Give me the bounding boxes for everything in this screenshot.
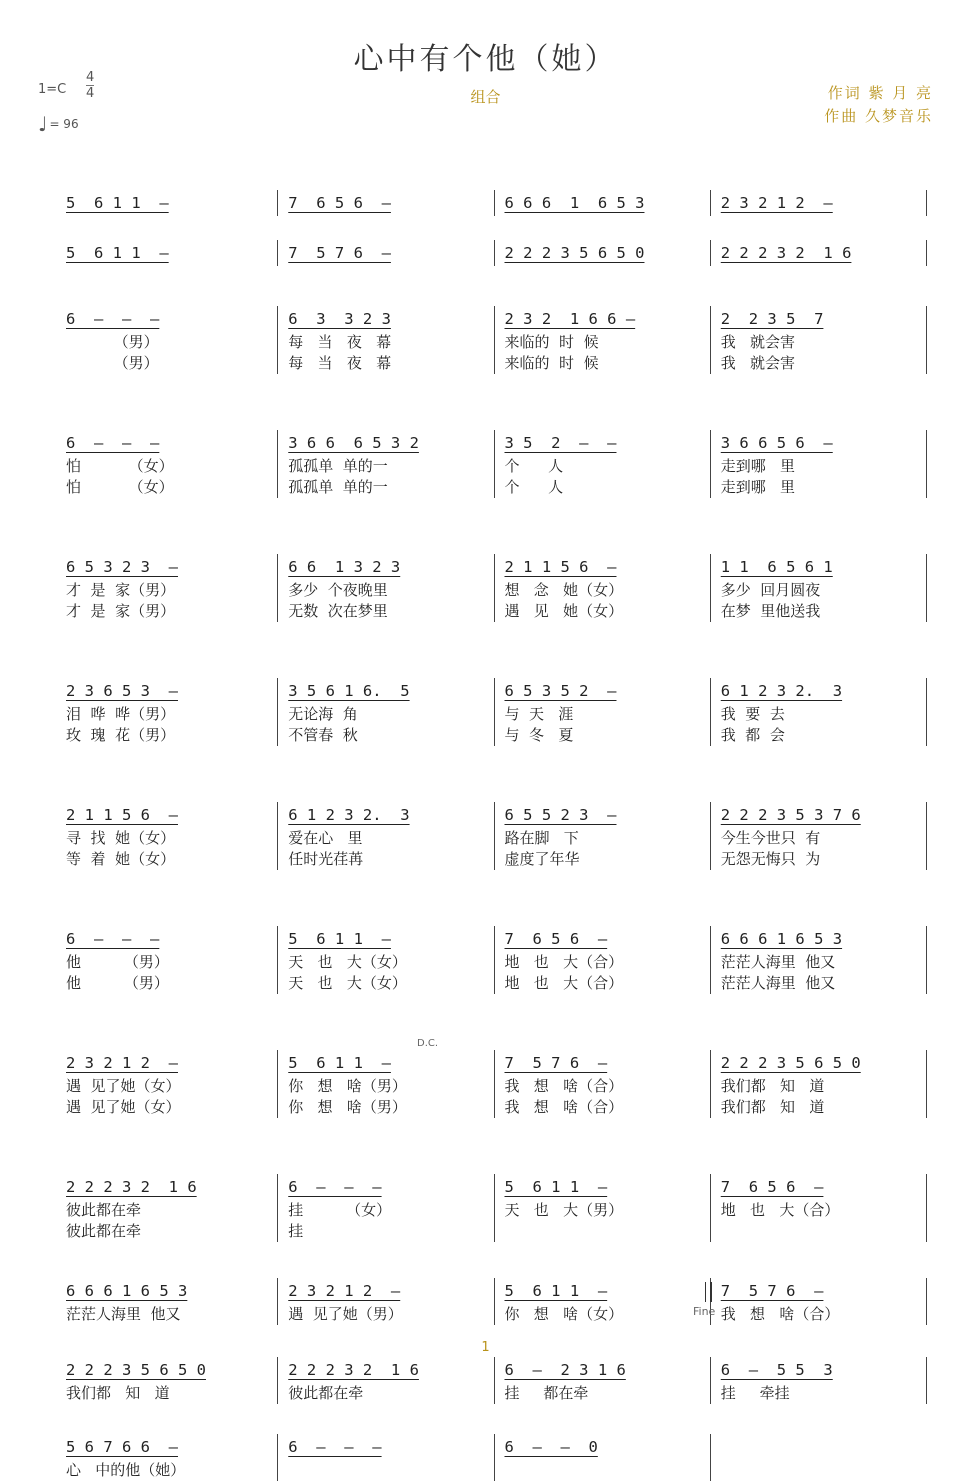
notation: 2 2 2 3 5 6 5 0 [504,244,645,262]
notation: 2 1 1 5 6 – [504,558,617,576]
score-system [62,1434,927,1481]
measure [278,240,494,266]
lyric-line: 彼此都在牵 [66,1201,142,1219]
lyric-line: 挂 [288,1222,304,1240]
lyric-line: 孤孤单 单的一 [288,478,388,496]
measure-row [62,240,927,266]
dc-marker: D.C. [417,1038,439,1049]
page-number: 1 [481,1340,490,1355]
measure [278,1278,494,1325]
notation [721,1434,927,1460]
lyric-line: 来临的 时 候 [504,333,599,351]
lyric-line: 孤孤单 单的一 [288,457,388,475]
measure [278,802,494,870]
lyric-line: 天 也 大（男） [504,1201,624,1219]
measure [278,190,494,216]
lyric-line: 怕 （女） [66,457,174,475]
measure [62,678,278,746]
lyric-line: 遇 见了她（女） [66,1077,181,1095]
notation: 6 1 2 3 2. 3 [720,682,843,700]
quarter-note-icon: ♩ [38,112,48,136]
lyric-line: 多少 回月圆夜 [720,581,821,599]
measure [495,1357,711,1404]
notation: 3 5 2 – – [504,434,617,452]
lyric-line: 地 也 大（合） [504,953,624,971]
measure [711,1050,927,1118]
measure [495,802,711,870]
lyric-line: 与 天 涯 [504,705,574,723]
lyric-line: 茫茫人海里 他又 [720,953,836,971]
score-system [62,926,927,994]
score-system [62,1050,927,1118]
measure-row [62,926,927,994]
measure-row [62,1174,927,1242]
measure-row [62,1050,927,1118]
notation: 6 5 3 2 3 – [66,558,178,576]
lyric-line: 茫茫人海里 他又 [66,1305,181,1323]
lyric-line: （男） [66,333,159,351]
lyric-line: 等 着 她（女） [66,850,176,868]
measure [62,190,278,216]
notation: 6 – 2 3 1 6 [504,1361,626,1379]
measure [711,678,927,746]
notation: 5 6 1 1 – [66,244,169,262]
key-signature: 1=C [38,82,67,97]
lyric-line: 彼此都在牵 [288,1384,364,1402]
notation: 2 3 2 1 2 – [66,1054,178,1072]
score-system [62,1174,927,1242]
measure [278,1050,494,1118]
lyric-line: 心 中的他（她） [66,1461,186,1479]
notation: 6 – 5 5 3 [720,1361,833,1379]
lyric-line: 我 想 啥（合） [504,1098,624,1116]
notation: 5 6 1 1 – [504,1282,608,1300]
notation: 5 6 1 1 – [504,1178,608,1196]
lyric-line: 玫 瑰 花（男） [66,726,176,744]
notation: 3 6 6 5 6 – [720,434,833,452]
lyric-line: 地 也 大（合） [504,974,624,992]
lyric-line: 每 当 夜 幕 [288,354,392,372]
lyric-line: 他 （男） [66,953,169,971]
score-system [62,190,927,216]
notation: 2 1 1 5 6 – [66,806,178,824]
notation: 2 2 2 3 2 1 6 [288,1361,419,1379]
lyric-line: 走到哪 里 [720,457,796,475]
measure [62,1434,278,1481]
lyric-line: 每 当 夜 幕 [288,333,392,351]
lyric-line: 挂 （女） [288,1201,392,1219]
measure [711,1434,927,1481]
notation: 6 6 1 3 2 3 [288,558,401,576]
score-system [62,678,927,746]
lyric-line: 天 也 大（女） [288,953,407,971]
credits [824,82,933,128]
lyric-line: 地 也 大（合） [720,1201,840,1219]
lyric-line: 路在脚 下 [504,829,579,847]
notation: 6 – – – [288,1438,382,1456]
lyric-line: 我 想 啥（合） [504,1077,624,1095]
lyric-line: 挂 牵挂 [720,1384,790,1402]
measure [62,1278,278,1325]
notation: 7 5 7 6 – [720,1282,824,1300]
notation: 7 5 7 6 – [504,1054,608,1072]
lyric-line: 走到哪 里 [720,478,796,496]
lyric-line: 今生今世只 有 [720,829,821,847]
score-system [62,1278,927,1325]
notation: 3 6 6 6 5 3 2 [288,434,419,452]
measure-row [62,430,927,498]
performer: 组合 [470,88,501,106]
measure [495,1050,711,1118]
lyric-line: 天 也 大（女） [288,974,407,992]
notation: 3 5 6 1 6. 5 [288,682,410,700]
lyric-line: 个 人 [504,457,564,475]
measure [278,430,494,498]
measure [62,926,278,994]
lyric-line: 遇 见了她（女） [66,1098,181,1116]
measure [62,554,278,622]
lyric-line: 我 要 去 [720,705,785,723]
score-system [62,1357,927,1404]
lyric-line: 你 想 啥（男） [288,1098,407,1116]
measure [495,1434,711,1481]
score-system [62,554,927,622]
song-title: 心中有个他（她） [353,42,618,77]
notation: 1 1 6 5 6 1 [720,558,833,576]
notation: 2 2 2 3 2 1 6 [66,1178,197,1196]
measure [62,430,278,498]
lyric-line: 在梦 里他送我 [720,602,821,620]
time-top: 4 [86,70,95,85]
measure [495,1278,711,1325]
lyric-line: 泪 哗 哗（男） [66,705,176,723]
notation: 2 2 2 3 5 3 7 6 [720,806,861,824]
lyric-line: 我 就会害 [720,354,796,372]
notation: 5 6 1 1 – [66,194,169,212]
notation: 2 3 2 1 2 – [720,194,833,212]
lyric-line: 怕 （女） [66,478,174,496]
lyric-line: 才 是 家（男） [66,581,176,599]
notation: 5 6 1 1 – [288,1054,391,1072]
score-system [62,306,927,374]
lyric-line: 无数 次在梦里 [288,602,388,620]
notation: 6 – – 0 [504,1438,598,1456]
lyric-line: 我 都 会 [720,726,785,744]
lyric-line: 你 想 啥（女） [504,1305,624,1323]
lyric-line: 我 就会害 [720,333,796,351]
measure [711,554,927,622]
notation: 2 3 2 1 2 – [288,1282,401,1300]
time-signature [86,70,94,101]
lyric-line: 彼此都在牵 [66,1222,142,1240]
lyric-line: 茫茫人海里 他又 [720,974,836,992]
fine-marker: Fine [693,1305,716,1318]
notation: 7 6 5 6 – [288,194,391,212]
lyric-line: 寻 找 她（女） [66,829,176,847]
lyric-line: 我们都 知 道 [720,1098,825,1116]
lyricist: 作词 紫 月 亮 [827,84,933,102]
measure [711,802,927,870]
measure [278,1174,494,1242]
lyric-line: 挂 都在牵 [504,1384,589,1402]
lyric-line: （男） [66,354,159,372]
lyric-line: 虚度了年华 [504,850,580,868]
measure [711,430,927,498]
measure [711,1278,927,1325]
measure [495,190,711,216]
lyric-line: 与 冬 夏 [504,726,574,744]
measure-row [62,1357,927,1404]
score-system [62,240,927,266]
measure [278,678,494,746]
measure [711,306,927,374]
lyric-line: 他 （男） [66,974,169,992]
measure-row [62,306,927,374]
measure [495,430,711,498]
lyric-line: 爱在心 里 [288,829,363,847]
measure-row [62,678,927,746]
measure [278,1434,494,1481]
notation: 2 2 2 3 5 6 5 0 [66,1361,206,1379]
measure [711,1357,927,1404]
notation: 6 6 6 1 6 5 3 [720,930,843,948]
measure [495,240,711,266]
notation: 6 – – – [66,434,160,452]
notation: 6 1 2 3 2. 3 [288,806,410,824]
notation: 7 6 5 6 – [720,1178,824,1196]
lyric-line: 我们都 知 道 [66,1384,170,1402]
lyric-line: 想 念 她（女） [504,581,624,599]
notation: 2 3 6 5 3 – [66,682,178,700]
measure-row [62,1434,927,1481]
lyric-line: 无怨无悔只 为 [720,850,821,868]
measure-row [62,190,927,216]
measure-row [62,1278,927,1325]
lyric-line: 不管春 秋 [288,726,358,744]
lyric-line: 我们都 知 道 [720,1077,825,1095]
measure-row [62,554,927,622]
notation: 6 – – – [66,310,160,328]
score [62,150,927,1481]
score-system [62,430,927,498]
measure [278,926,494,994]
notation: 5 6 7 6 6 – [66,1438,178,1456]
score-system [62,802,927,870]
notation: 6 – – – [288,1178,382,1196]
measure [278,306,494,374]
notation: 6 5 5 2 3 – [504,806,617,824]
lyric-line: 无论海 角 [288,705,358,723]
notation: 6 3 3 2 3 [288,310,391,328]
measure [711,926,927,994]
lyric-line: 我 想 啥（合） [720,1305,840,1323]
notation: 7 6 5 6 – [504,930,608,948]
notation: 6 6 6 1 6 5 3 [66,1282,188,1300]
lyric-line: 遇 见 她（女） [504,602,624,620]
measure [711,190,927,216]
notation: 7 5 7 6 – [288,244,391,262]
measure [278,1357,494,1404]
notation: 6 6 6 1 6 5 3 [504,194,645,212]
tempo-marking [38,112,79,136]
measure [711,1174,927,1242]
notation: 2 2 2 3 2 1 6 [720,244,852,262]
notation: 2 2 2 3 5 6 5 0 [720,1054,861,1072]
measure [495,306,711,374]
notation: 2 2 3 5 7 [720,310,824,328]
lyric-line: 来临的 时 候 [504,354,599,372]
measure [62,240,278,266]
notation: 6 5 3 5 2 – [504,682,617,700]
lyric-line: 你 想 啥（男） [288,1077,407,1095]
composer: 作曲 久梦音乐 [824,107,933,125]
final-barline [705,1282,712,1302]
lyric-line: 才 是 家（男） [66,602,176,620]
notation: 5 6 1 1 – [288,930,391,948]
measure-row [62,802,927,870]
lyric-line: 遇 见了她（男） [288,1305,403,1323]
notation: 6 – – – [66,930,160,948]
measure [711,240,927,266]
lyric-line: 多少 个夜晚里 [288,581,388,599]
measure [62,306,278,374]
lyric-line: 任时光荏苒 [288,850,364,868]
measure [495,926,711,994]
measure [62,1050,278,1118]
notation: 2 3 2 1 6 6 – [504,310,636,328]
lyric-line: 个 人 [504,478,564,496]
measure [62,1174,278,1242]
measure [495,1174,711,1242]
measure [62,1357,278,1404]
measure [495,678,711,746]
measure [62,802,278,870]
measure [495,554,711,622]
time-bottom: 4 [86,86,95,101]
measure [278,554,494,622]
tempo-value: = 96 [49,117,79,131]
